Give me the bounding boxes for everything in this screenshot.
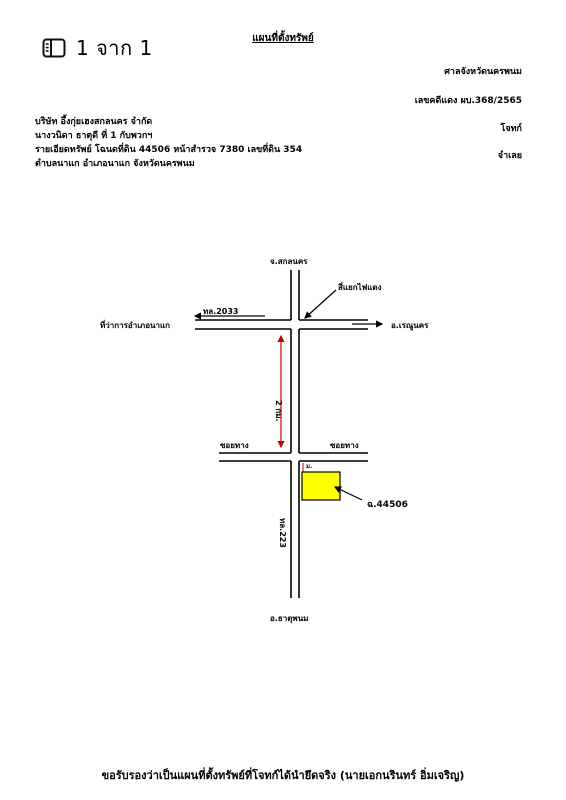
soi-right-label: ซอยทาง <box>330 441 359 450</box>
east-destination-label: อ.เรณูนคร <box>391 321 429 330</box>
certification-statement: ขอรับรองว่าเป็นแผนที่ตั้งทรัพย์ที่โจทก์ได้นำยึดจริง (นายเอกนรินทร์ อิ่มเจริญ) <box>101 769 465 782</box>
document-title: แผนที่ตั้งทรัพย์ <box>252 33 314 44</box>
case-number: เลขคดีแดง ผบ.368/2565 <box>414 96 522 106</box>
property-location: ตำบลนาแก อำเภอนาแก จังหวัดนครพนม <box>35 159 195 169</box>
road-2033 <box>195 320 368 329</box>
parcel-44506 <box>302 472 340 500</box>
plaintiff-name: บริษัท อึ้งกุ่ยเฮงสกลนคร จำกัด <box>35 117 153 127</box>
parcel-label: ฉ.44506 <box>367 500 408 510</box>
intersection-label: สี่แยกไฟแดง <box>338 283 382 292</box>
defendant-name: นางวนิดา ธาตุดี ที่ 1 กับพวกฯ <box>35 131 153 141</box>
plaintiff-role: โจทก์ <box>500 124 522 134</box>
intersection-pointer-arrow <box>305 290 336 318</box>
soi-left-label: ซอยทาง <box>220 441 249 450</box>
main-road-north-south <box>291 270 299 598</box>
page-counter: 1 จาก 1 <box>76 36 153 60</box>
road-2033-label: ทล.2033 <box>203 307 239 316</box>
small-distance-label: ม. <box>306 463 313 470</box>
property-details: รายเอียดทรัพย์ โฉนดที่ดิน 44506 หน้าสำรวจ 7380 เลขที่ดิน 354 <box>35 145 303 155</box>
south-label: อ.ธาตุพนม <box>270 614 309 623</box>
south-road-label: ทล.223 <box>278 518 287 548</box>
court-name: ศาลจังหวัดนครพนม <box>444 67 522 77</box>
north-label: จ.สกลนคร <box>270 257 308 266</box>
soi-road <box>219 453 368 461</box>
defendant-role: จำเลย <box>497 151 522 161</box>
west-destination-label: ที่ว่าการอำเภอนาแก <box>100 321 170 330</box>
distance-label: 2 กม. <box>274 400 283 422</box>
